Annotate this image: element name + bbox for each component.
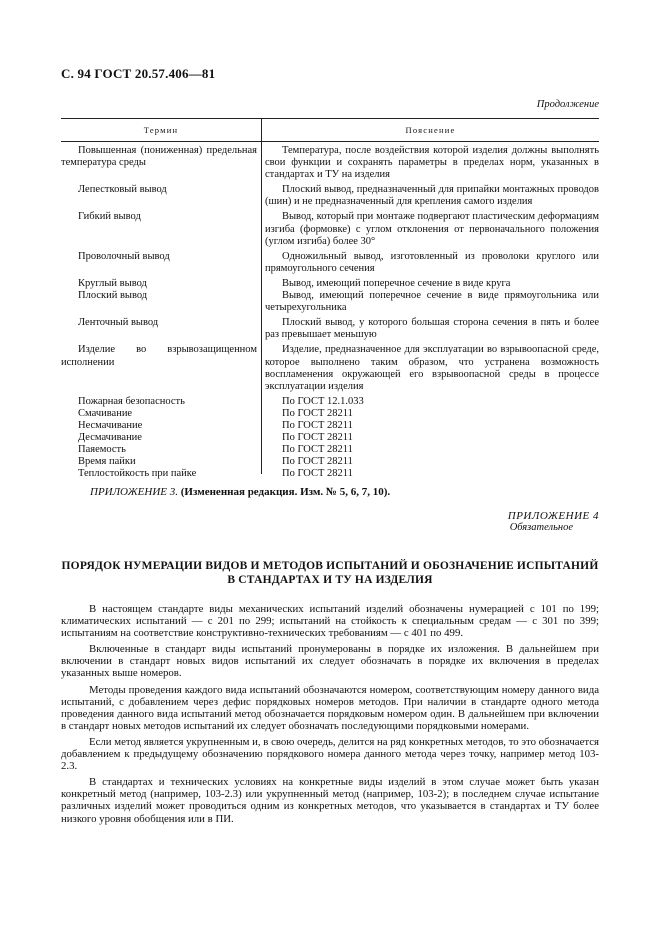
explanation-cell: По ГОСТ 28211: [282, 456, 353, 468]
term-cell: Гибкий вывод: [78, 211, 141, 223]
terms-body: [61, 145, 599, 480]
appendix-4-title: ПРИЛОЖЕНИЕ 4: [507, 510, 599, 522]
section-heading: [61, 559, 599, 587]
term-cell: Несмачивание: [78, 419, 143, 431]
explanation-cell: Одножильный вывод, изготовленный из проволоки круглого или прямоугольного сечения: [265, 250, 599, 274]
explanation-cell: По ГОСТ 28211: [282, 419, 353, 431]
table-row: [61, 251, 599, 275]
body-text: [61, 603, 599, 829]
explanation-cell: Плоский вывод, предназначенный для припайки монтажных проводов (шин) и не предназначенный для крепления самого изделия: [265, 184, 599, 208]
explanation-cell: По ГОСТ 28211: [282, 444, 353, 456]
continuation-label: Продолжение: [536, 99, 599, 110]
term-cell: Повышенная (пониженная) предельная температура среды: [61, 145, 257, 169]
term-cell: Лепестковый вывод: [78, 184, 167, 196]
table-row: [61, 145, 599, 181]
appendix-3-label: ПРИЛОЖЕНИЕ 3.: [90, 486, 178, 498]
table-row: [61, 184, 599, 208]
table-row: [61, 278, 599, 290]
table-header-rule: [61, 141, 599, 142]
explanation-cell: По ГОСТ 12.1.033: [282, 395, 364, 407]
term-cell: Время пайки: [78, 456, 136, 468]
explanation-cell: Плоский вывод, у которого большая сторона сечения в пять и более раз превышает меньшую: [265, 317, 599, 341]
appendix-3-note: [90, 486, 390, 498]
table-row: [61, 408, 599, 420]
explanation-cell: Температура, после воздействия которой изделия должны выполнять свои функции и сохранять параметры в пределах норм, указанных в стандартах и ТУ на изделия: [265, 145, 599, 181]
paragraph: Методы проведения каждого вида испытаний обозначаются номером, соответствующим номеру данного вида испытаний, с добавлением через дефис порядковых номеров методов. При наличии в стандарте одного метода проведения данного вида испытаний метод обозначается порядковым номером один. В дальнейшем при включении в стандарт новых методов испытаний их следует обозначать последующими порядковыми номерами.: [61, 683, 599, 732]
amendment-note: (Измененная редакция. Изм. № 5, 6, 7, 10).: [180, 486, 391, 498]
appendix-4-status: Обязательное: [509, 522, 573, 533]
term-cell: Проволочный вывод: [78, 250, 170, 262]
explanation-cell: По ГОСТ 28211: [282, 432, 353, 444]
table-row: [61, 432, 599, 444]
table-top-rule: [61, 118, 599, 119]
table-row: [61, 456, 599, 468]
explanation-cell: Вывод, имеющий поперечное сечение в виде круга: [282, 277, 511, 289]
table-row: [61, 468, 599, 480]
column-header-term: Термин: [143, 125, 179, 135]
term-cell: Теплостойкость при пайке: [78, 468, 197, 480]
term-cell: Круглый вывод: [78, 277, 147, 289]
term-cell: Десмачивание: [78, 432, 142, 444]
paragraph: Включенные в стандарт виды испытаний пронумерованы в порядке их изложения. В дальнейшем при включении в стандарт новых видов испытаний их следует обозначать в порядке их включения в пределах указанных выше номеров.: [61, 643, 599, 680]
term-cell: Паяемость: [78, 444, 126, 456]
term-cell: Ленточный вывод: [78, 317, 159, 329]
table-row: [61, 396, 599, 408]
terms-table: [61, 118, 599, 480]
table-row: [61, 420, 599, 432]
section-heading-line: ПОРЯДОК НУМЕРАЦИИ ВИДОВ И МЕТОДОВ ИСПЫТАНИЙ И ОБОЗНАЧЕНИЕ ИСПЫТАНИЙ: [61, 560, 599, 572]
paragraph: Если метод является укрупненным и, в свою очередь, делится на ряд конкретных методов, то это обозначается добавлением к предыдущему обозначению порядкового номера данного метода через точку, например метод 103-2.3.: [61, 735, 599, 773]
table-row: [61, 211, 599, 247]
explanation-cell: Вывод, который при монтаже подвергают пластическим деформациям изгиба (формовке) с углом отклонения от первоначального положения (углом изгиба) более 30°: [265, 211, 599, 247]
term-cell: Плоский вывод: [78, 290, 148, 302]
paragraph: В стандартах и технических условиях на конкретные виды изделий в этом случае может быть указан конкретный метод (например, 103-2.3) или укрупненный метод (например, 103-2); в последнем случае испытание различных изделий может проводиться одним из конкретных методов, что указывается в стандартах и ТУ более низкого уровня обобщения или в ПИ.: [61, 776, 599, 825]
explanation-cell: Вывод, имеющий поперечное сечение в виде прямоугольника или четырехугольника: [265, 290, 599, 314]
term-cell: Изделие во взрывозащищенном исполнении: [61, 344, 257, 368]
explanation-cell: По ГОСТ 28211: [282, 468, 353, 480]
term-cell: Смачивание: [78, 407, 133, 419]
table-row: [61, 344, 599, 392]
explanation-cell: Изделие, предназначенное для эксплуатации во взрывоопасной среде, которое выполнено таким образом, что устранена возможность воспламенения окружающей его взрывоопасной среды в процессе эксплуатации изделия: [265, 344, 599, 392]
table-row: [61, 317, 599, 341]
section-heading-line: В СТАНДАРТАХ И ТУ НА ИЗДЕЛИЯ: [227, 574, 433, 586]
explanation-cell: По ГОСТ 28211: [282, 407, 353, 419]
table-row: [61, 290, 599, 314]
paragraph: В настоящем стандарте виды механических испытаний изделий обозначены нумерацией с 101 по 199; климатических испытаний — с 201 по 299; испытаний на стойкость к специальным средам — с 301 по 399; испытаниям на соответствие конструктивно-технических требованиям — с 401 по 499.: [61, 603, 599, 640]
page-header: С. 94 ГОСТ 20.57.406—81: [61, 66, 216, 81]
term-cell: Пожарная безопасность: [78, 395, 185, 407]
column-header-explanation: Пояснение: [405, 125, 456, 135]
table-row: [61, 444, 599, 456]
